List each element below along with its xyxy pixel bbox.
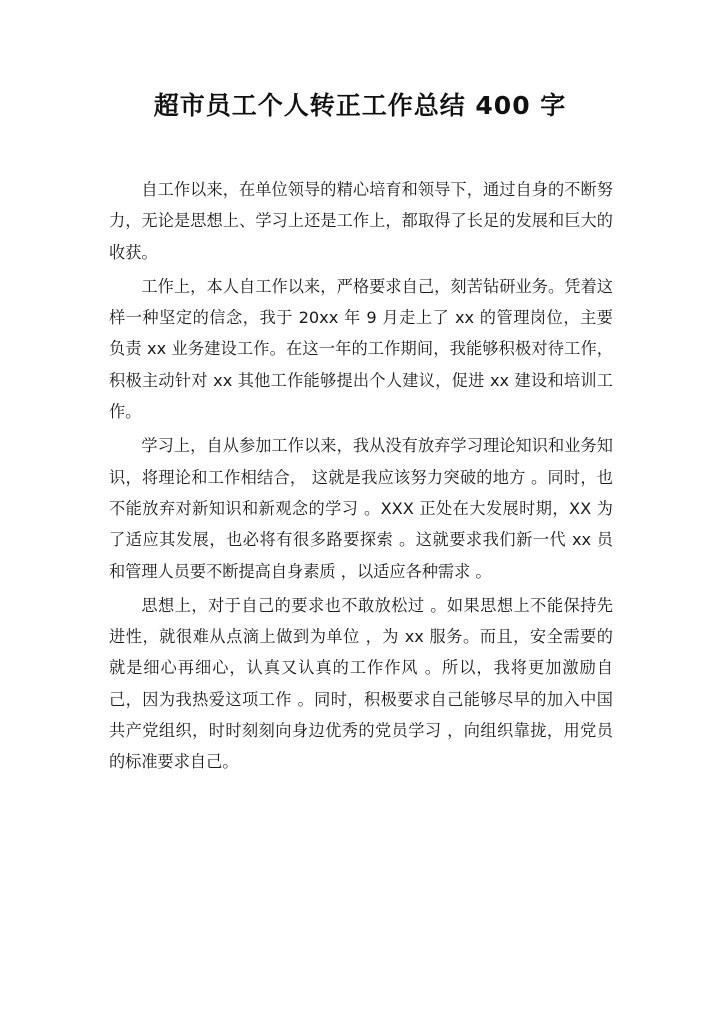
paragraph-study: 学习上，自从参加工作以来，我从没有放弃学习理论知识和业务知识，将理论和工作相结合， 这就是我应该努力突破的地方 。同时，也不能放弃对新知识和新观念的学习 。XXX 正处在大发展时期，XX 为了适应其发展，也必将有很多路要探索 。这就要求我们新一代 xx 员和管理人员要不断提高自身素质 ，以适应各种需求 。 (109, 436, 613, 581)
document-body (109, 174, 613, 778)
paragraph-intro: 自工作以来，在单位领导的精心培育和领导下，通过自身的不断努力，无论是思想上、学习上还是工作上，都取得了长足的发展和巨大的收获。 (109, 180, 613, 262)
paragraph-thought: 思想上，对于自己的要求也不敢放松过 。如果思想上不能保持先进性，就很难从点滴上做到为单位 ，为 xx 服务。而且，安全需要的就是细心再细心，认真又认真的工作作风 。所以，我将更加激励自己，因为我热爱这项工作 。同时，积极要求自己能够尽早的加入中国共产党组织，时时刻刻向身边优秀的党员学习 ，向组织靠拢，用党员的标准要求自己。 (109, 595, 613, 772)
paragraph-work: 工作上，本人自工作以来，严格要求自己，刻苦钻研业务。凭着这样一种坚定的信念，我于 20xx 年 9 月走上了 xx 的管理岗位，主要负责 xx 业务建设工作。在这一年的工作期间，我能够积极对待工作，积极主动针对 xx 其他工作能够提出个人建议，促进 xx 建设和培训工作。 (109, 276, 613, 422)
page-title: 超市员工个人转正工作总结 400 字 (153, 91, 567, 120)
